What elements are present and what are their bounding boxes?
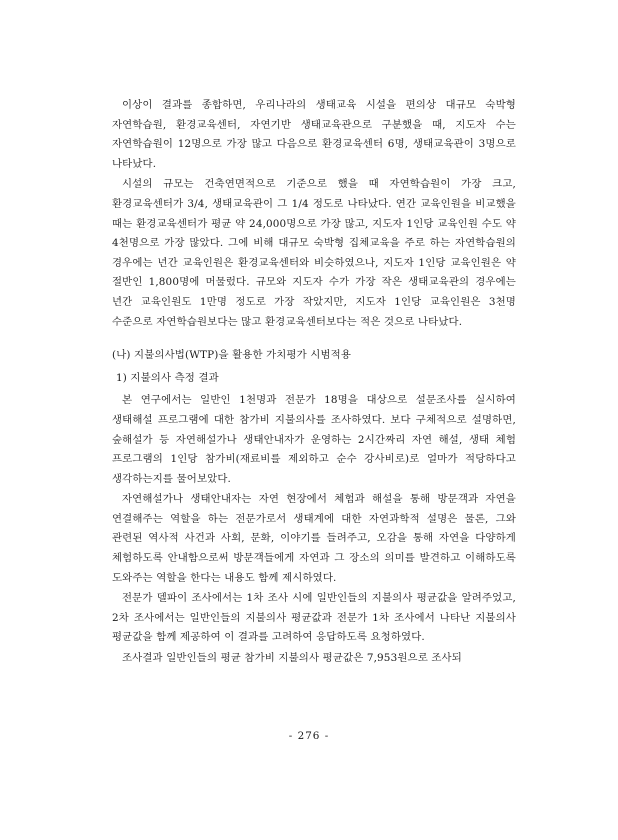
paragraph-survey: 본 연구에서는 일반인 1천명과 전문가 18명을 대상으로 설문조사를 실시하여 생태해설 프로그램에 대한 참가비 지불의사를 조사하였다. 보다 구체적으로 설명하면, 숲해설가 등 자연해설가나 생태안내자가 운영하는 2시간짜리 자연 해설, 생태 체험 프로그램의 1인당 참가비(재료비를 제외하고 순수 강사비로)로 얼마가 적당하다고 생각하는지를 물어보았다. — [112, 394, 516, 485]
paragraph-summary: 이상이 결과를 종합하면, 우리나라의 생태교육 시설을 편의상 대규모 숙박형 자연학습원, 환경교육센터, 자연기반 생태교육관으로 구분했을 때, 지도자 수는 자연학습원이 12명으로 가장 많고 다음으로 환경교육센터 6명, 생태교육관이 3명으로 나타났다. — [112, 99, 516, 170]
paragraph-facility-scale: 시설의 규모는 건축연면적으로 기준으로 했을 때 자연학습원이 가장 크고, 환경교육센터가 3/4, 생태교육관이 그 1/4 정도로 나타났다. 연간 교육인원을 비교했을 때는 환경교육센터가 평균 약 24,000명으로 가장 많고, 지도자 1인당 교육인원 수도 약 4천명으로 가장 많았다. 그에 비해 대규모 숙박형 집체교육을 주로 하는 자연학습원의 경우에는 년간 교육인원은 환경교육센터와 비슷하였으나, 지도자 1인당 교육인원은 약 절반인 1,800명에 머물렀다. 규모와 지도자 수가 가장 작은 생태교육관의 경우에는 년간 교육인원도 1만명 정도로 가장 작았지만, 지도자 1인당 교육인원은 3천명 수준으로 자연학습원보다는 많고 환경교육센터보다는 적은 것으로 나타났다. — [112, 178, 516, 328]
document-body — [112, 96, 516, 670]
section-heading: (나) 지불의사법(WTP)을 활용한 가치평가 시범적용 — [112, 349, 352, 362]
paragraph-interpreter-role: 자연해설가나 생태안내자는 자연 현장에서 체험과 해설을 통해 방문객과 자연을 연결해주는 역할을 하는 전문가로서 생태계에 대한 자연과학적 설명은 물론, 그와 관련된 역사적 사건과 사회, 문화, 이야기를 들려주고, 오감을 통해 자연을 다양하게 체험하도록 안내함으로써 방문객들에게 자연과 그 장소의 의미를 발견하고 이해하도록 도와주는 역할을 한다는 내용도 함께 제시하였다. — [112, 493, 516, 584]
sub-heading: 1) 지불의사 측정 결과 — [116, 371, 219, 384]
page-number: - 276 - — [288, 730, 330, 742]
paragraph-results: 조사결과 일반인들의 평균 참가비 지불의사 평균값은 7,953원으로 조사되 — [122, 652, 462, 665]
paragraph-delphi: 전문가 델파이 조사에서는 1차 조사 시에 일반인들의 지불의사 평균값을 알려주었고, 2차 조사에서는 일반인들의 지불의사 평균값과 전문가 1차 조사에서 나타난 지불의사 평균값을 함께 제공하여 이 결과를 고려하여 응답하도록 요청하였다. — [112, 592, 516, 644]
